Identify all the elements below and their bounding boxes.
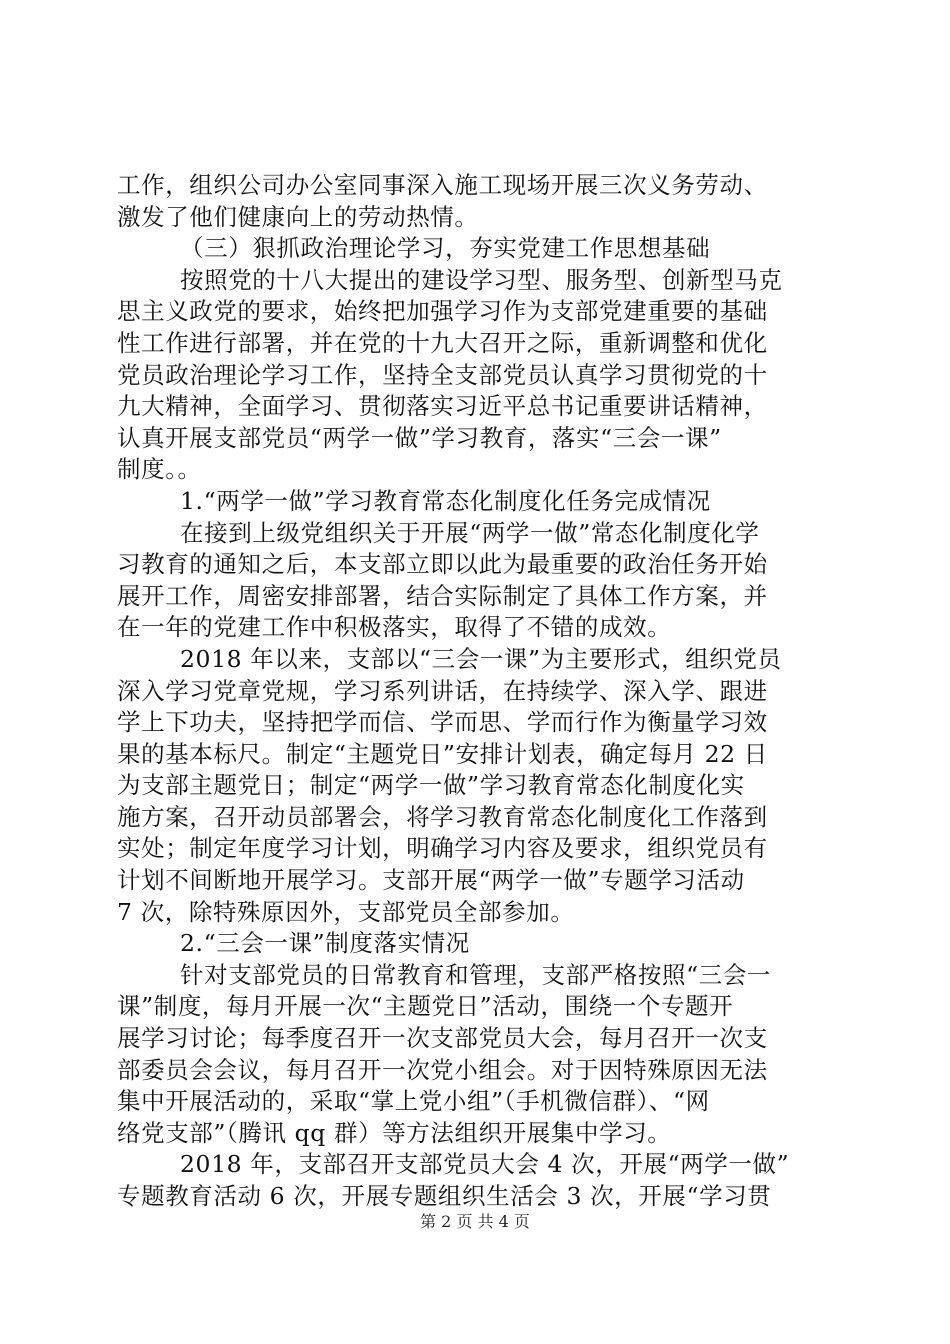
body-line: 深入学习党章党规，学习系列讲话，在持续学、深入学、跟进 [117,676,768,705]
body-line: 施方案，召开动员部署会，将学习教育常态化制度化工作落到 [117,802,768,831]
body-line: 计划不间断地开展学习。支部开展“两学一做”专题学习活动 [117,866,745,895]
body-line: 性工作进行部署，并在党的十九大召开之际，重新调整和优化 [117,328,768,357]
body-line: 习教育的通知之后，本支部立即以此为最重要的政治任务开始 [117,550,768,579]
body-line: 制度。。 [117,455,202,484]
subsection-heading: 2.“三会一课”制度落实情况 [180,929,470,958]
body-line: 学上下功夫，坚持把学而信、学而思、学而行作为衡量学习效 [117,708,768,737]
document-body [117,170,833,1213]
body-line: 激发了他们健康向上的劳动热情。 [117,202,479,231]
body-line: 思主义政党的要求，始终把加强学习作为支部党建重要的基础 [117,297,768,326]
body-line: 认真开展支部党员“两学一做”学习教育，落实“三会一课” [117,423,722,452]
body-line: 络党支部”（腾讯 qq 群）等方法组织开展集中学习。 [117,1118,672,1147]
body-line: 部委员会会议，每月召开一次党小组会。对于因特殊原因无法 [117,1055,768,1084]
subsection-heading: 1.“两学一做”学习教育常态化制度化任务完成情况 [180,486,711,515]
body-line: 在一年的党建工作中积极落实，取得了不错的成效。 [117,613,672,642]
body-line: 7 次，除特殊原因外，支部党员全部参加。 [117,897,575,926]
body-line: 专题教育活动 6 次，开展专题组织生活会 3 次，开展“学习贯 [117,1182,772,1210]
body-line: 工作，组织公司办公室同事深入施工现场开展三次义务劳动、 [117,171,768,199]
body-line: 课”制度，每月开展一次“主题党日”活动，围绕一个专题开 [117,992,734,1021]
body-line: 为支部主题党日；制定“两学一做”学习教育常态化制度化实 [117,771,745,800]
body-line: 果的基本标尺。制定“主题党日”安排计划表，确定每月 22 日 [117,739,768,768]
body-line: 展学习讨论；每季度召开一次支部党员大会，每月召开一次支 [117,1024,768,1053]
page-number-footer: 第 2 页 共 4 页 [420,1212,530,1231]
section-heading: （三）狠抓政治理论学习，夯实党建工作思想基础 [180,234,711,263]
body-line: 党员政治理论学习工作，坚持全支部党员认真学习贯彻党的十 [117,360,768,389]
body-line: 按照党的十八大提出的建设学习型、服务型、创新型马克 [180,265,783,294]
body-line: 九大精神，全面学习、贯彻落实习近平总书记重要讲话精神， [117,392,768,421]
body-line: 针对支部党员的日常教育和管理，支部严格按照“三会一 [180,960,772,989]
body-line: 在接到上级党组织关于开展“两学一做”常态化制度化学 [180,518,760,547]
body-line: 实处；制定年度学习计划，明确学习内容及要求，组织党员有 [117,834,768,863]
body-line: 2018 年，支部召开支部党员大会 4 次，开展“两学一做” [180,1150,790,1179]
body-line: 集中开展活动的，采取“掌上党小组”（手机微信群）、“网 [117,1087,710,1116]
body-line: 2018 年以来，支部以“三会一课”为主要形式，组织党员 [180,644,782,673]
body-line: 展开工作，周密安排部署，结合实际制定了具体工作方案，并 [117,581,768,610]
